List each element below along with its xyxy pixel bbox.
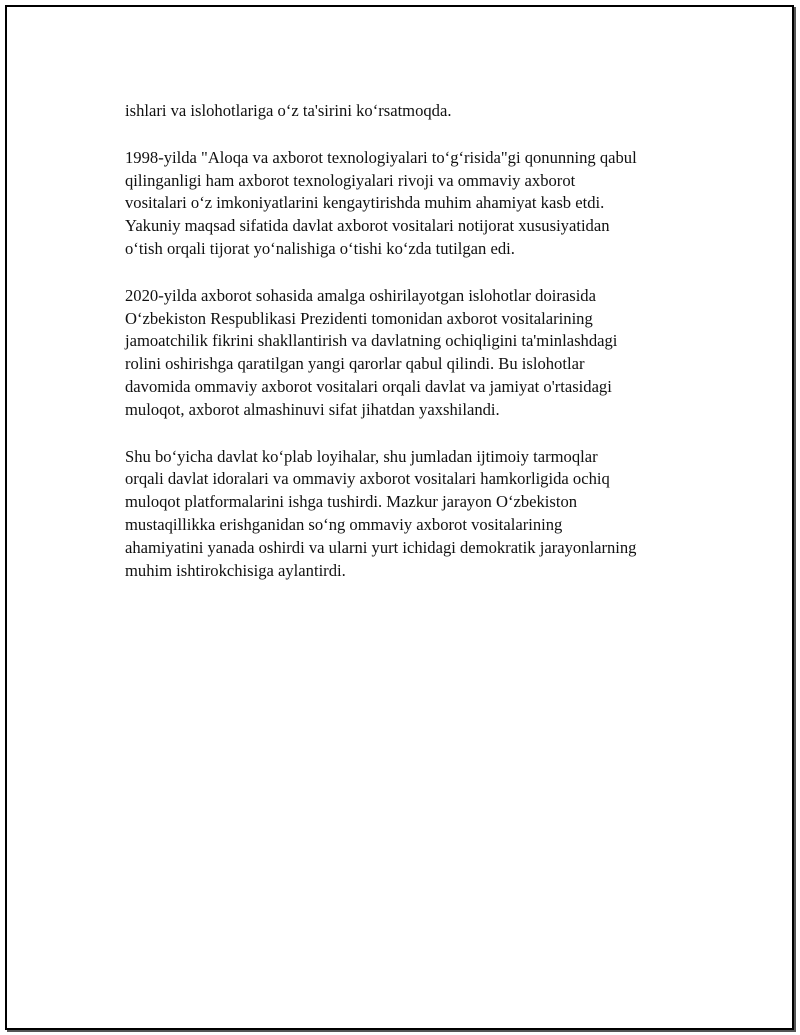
text-line: ishlari va islohotlariga o‘z ta'sirini ko‘rsatmoqda. — [125, 101, 452, 120]
text-line: ahamiyatini yanada oshirdi va ularni yurt ichidagi demokratik jarayonlarning — [125, 537, 637, 557]
text-line: vositalari o‘z imkoniyatlarini kengaytirishda muhim ahamiyat kasb etdi. — [125, 193, 605, 213]
paragraph-2 — [125, 147, 705, 261]
page-frame — [5, 5, 794, 1030]
text-line: davomida ommaviy axborot vositalari orqali davlat va jamiyat o'rtasidagi — [125, 376, 612, 396]
text-line: muloqot, axborot almashinuvi sifat jihatdan yaxshilandi. — [125, 399, 500, 419]
text-line: jamoatchilik fikrini shakllantirish va davlatning ochiqligini ta'minlashdagi — [125, 331, 618, 351]
text-line: mustaqillikka erishganidan so‘ng ommaviy axborot vositalarining — [125, 514, 563, 534]
text-line: muhim ishtirokchisiga aylantirdi. — [125, 560, 346, 580]
paragraph-4 — [125, 446, 705, 583]
text-line: Shu bo‘yicha davlat ko‘plab loyihalar, shu jumladan ijtimoiy tarmoqlar — [125, 446, 598, 466]
text-line: 1998-yilda "Aloqa va axborot texnologiyalari to‘g‘risida"gi qonunning qabul — [125, 147, 637, 167]
paragraph-1 — [125, 100, 705, 123]
text-line: muloqot platformalarini ishga tushirdi. Mazkur jarayon O‘zbekiston — [125, 492, 578, 512]
text-line: qilinganligi ham axborot texnologiyalari rivoji va ommaviy axborot — [125, 170, 576, 190]
paragraph-3 — [125, 285, 705, 422]
text-line: 2020-yilda axborot sohasida amalga oshirilayotgan islohotlar doirasida — [125, 285, 596, 305]
text-line: orqali davlat idoralari va ommaviy axborot vositalari hamkorligida ochiq — [125, 469, 610, 489]
text-line: Yakuniy maqsad sifatida davlat axborot vositalari notijorat xususiyatidan — [125, 216, 610, 236]
document-body — [125, 100, 705, 606]
text-line: rolini oshirishga qaratilgan yangi qarorlar qabul qilindi. Bu islohotlar — [125, 354, 585, 374]
text-line: O‘zbekiston Respublikasi Prezidenti tomonidan axborot vositalarining — [125, 308, 593, 328]
text-line: o‘tish orqali tijorat yo‘nalishiga o‘tishi ko‘zda tutilgan edi. — [125, 238, 515, 258]
